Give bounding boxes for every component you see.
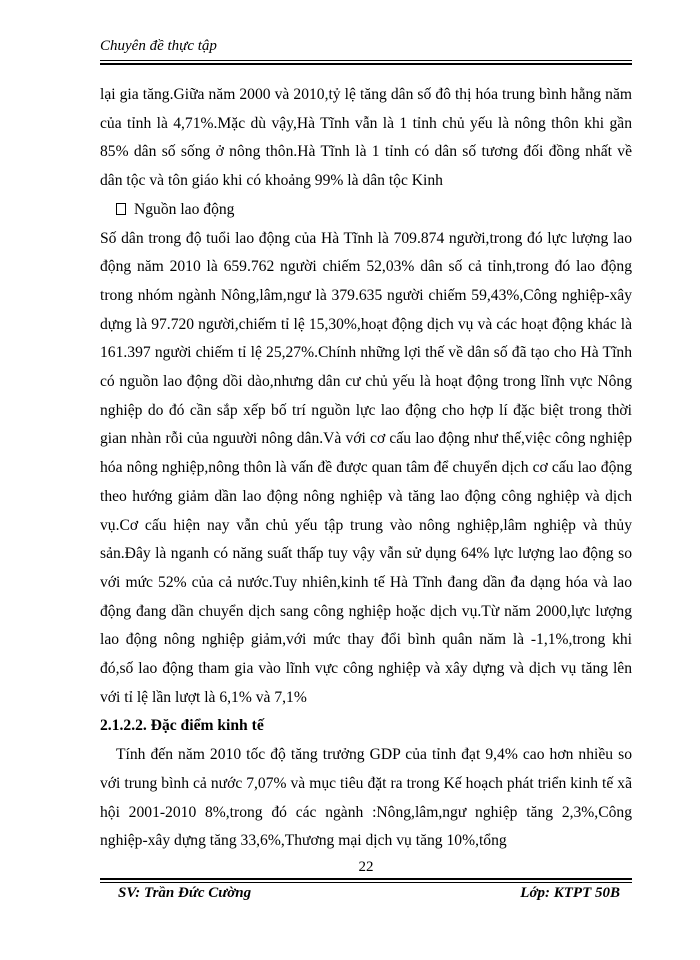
paragraph-economy: Tính đến năm 2010 tốc độ tăng trưởng GDP của tỉnh đạt 9,4% cao hơn nhiều so với trung bình cả nước 7,07% và mục tiêu đặt ra trong Kế hoạch phát triển kinh tế xã hội 2001-2010 8%,trong đó các ngành :Nông,lâm,ngư nghiệp tăng 2,3%,Công nghiệp-xây dựng tăng 33,6%,Thương mại dịch vụ tăng 10%,tổng — [100, 746, 632, 850]
paragraph-labor: Số dân trong độ tuổi lao động của Hà Tĩnh là 709.874 người,trong đó lực lượng lao động năm 2010 là 659.762 người chiếm 52,03% dân số cả tỉnh,trong đó lao động trong nhóm ngành Nông,lâm,ngư là 379.635 người chiếm 59,43%,Công nghiệp-xây dựng là 97.720 người,chiếm tỉ lệ 15,30%,hoạt động dịch vụ và các hoạt động khác là 161.397 người chiếm tỉ lệ 25,27%.Chính những lợi thế về dân số đã tạo cho Hà Tĩnh có nguồn lao động dồi dào,nhưng dân cư chủ yếu là hoạt động trong lĩnh vực Nông nghiệp do đó cần sắp xếp bố trí nguồn lực lao động cho hợp lí đặc biệt trong thời gian nhàn rỗi của nguười nông dân.Và với cơ cấu lao động như thế,việc công nghiệp hóa nông nghiệp,nông thôn là vấn đề được quan tâm để chuyển dịch cơ cấu lao động theo hướng giảm dần lao động nông nghiệp và tăng lao động công nghiệp và dịch vụ.Cơ cấu hiện nay vẫn chủ yếu tập trung vào nông nghiệp,lâm nghiệp và thủy sản.Đây là nganh có năng suất thấp tuy vậy vẫn sử dụng 64% lực lượng lao động so với mức 52% của cả nước.Tuy nhiên,kinh tế Hà Tĩnh đang dần đa dạng hóa và lao động đang dần chuyển dịch sang công nghiệp hoặc dịch vụ.Từ năm 2000,lực lượng lao động nông nghiệp giảm,với mức thay đổi bình quân năm là -1,1%,trong khi đó,số lao động tham gia vào lĩnh vực công nghiệp và xây dựng và dịch vụ tăng lên với tỉ lệ lần lượt là 6,1% và 7,1% — [100, 229, 632, 706]
footer-rule-thick — [100, 878, 632, 880]
header-rule-thick — [100, 63, 632, 65]
bullet-box-icon — [116, 203, 126, 215]
footer-student: SV: Trần Đức Cường — [118, 885, 252, 901]
paragraph-population: lại gia tăng.Giữa năm 2000 và 2010,tỷ lệ tăng dân số đô thị hóa trung bình hằng năm của tỉnh là 4,71%.Mặc dù vậy,Hà Tĩnh vẫn là 1 tỉnh chủ yếu là nông thôn khi gần 85% dân số sống ở nông thôn.Hà Tĩnh là 1 tỉnh có dân số tương đối đồng nhất về dân tộc và tôn giáo khi có khoảng 99% là dân tộc Kinh — [100, 86, 632, 190]
footer-class: Lớp: KTPT 50B — [520, 885, 620, 901]
header-rule-thin — [100, 60, 632, 61]
section-heading: 2.1.2.2. Đặc điểm kinh tế — [100, 717, 264, 735]
bullet-labor-source — [100, 196, 632, 225]
page-number: 22 — [358, 859, 374, 875]
page-header-title: Chuyên đề thực tập — [100, 38, 217, 54]
footer-rule-thin — [100, 882, 632, 883]
bullet-label: Nguồn lao động — [134, 200, 235, 218]
document-body — [100, 81, 632, 856]
